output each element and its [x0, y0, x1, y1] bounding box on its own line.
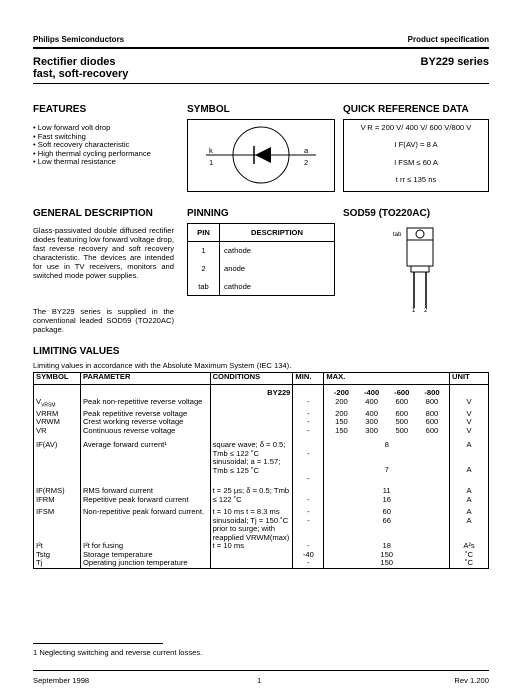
feature-item: • High thermal cycling performance [33, 150, 183, 159]
quick-ref-trr: t rr ≤ 135 ns [395, 175, 437, 184]
symbol-heading: SYMBOL [187, 104, 230, 115]
row-cond: t = 25 µs; δ = 0.5; Tmb ≤ 122 ˚C [210, 487, 293, 504]
table-row: IFSM Non-repetitive peak forward current. t = 10 ms t = 8.3 ms sinusoidal; Tj = 150 ˚C prior to surge; with reapplied VRWM(max) - - 60 66 A A [34, 508, 489, 542]
general-p2: The BY229 series is supplied in the conventional leaded SOD59 (TO220AC) package. [33, 307, 174, 334]
row-unit: V [450, 398, 489, 410]
desc-col-header: DESCRIPTION [220, 224, 335, 242]
table-row: IF(AV) Average forward current¹ square wave; δ = 0.5; Tmb ≤ 122 ˚C sinusoidal; a = 1.57; Tmb ≤ 125 ˚C - - 8 7 A A [34, 441, 489, 483]
pin-col-header: PIN [188, 224, 220, 242]
package-pin2: 2 [424, 308, 428, 314]
table-row: IF(RMS) IFRM RMS forward current Repetitive peak forward current t = 25 µs; δ = 0.5; Tmb ≤ 122 ˚C - 11 16 A A [34, 487, 489, 504]
limiting-subtitle: Limiting values in accordance with the Absolute Maximum System (IEC 134). [33, 361, 292, 370]
feature-item: • Soft recovery characteristic [33, 141, 183, 150]
doc-type: Product specification [407, 35, 489, 44]
col-parameter: PARAMETER [80, 373, 210, 385]
quick-ref-ifsm: I FSM ≤ 60 A [394, 158, 438, 167]
quick-ref-box [343, 119, 489, 192]
pin-desc: cathode [220, 242, 335, 260]
package-tab-label: tab [393, 232, 402, 238]
header-rule [33, 47, 489, 49]
row-param: Peak repetitive reverse voltage [80, 410, 210, 419]
row-unit: V [450, 427, 489, 436]
row-min: - [293, 410, 324, 419]
pin-desc: anode [220, 260, 335, 278]
table-row: $V_{VRSM}$ Peak non-repetitive reverse voltage - 200 400 600 800 V [34, 398, 489, 410]
table-row: Tj Operating junction temperature - 150 ˚C [34, 559, 489, 568]
col-min: MIN. [293, 373, 324, 385]
pinning-table [187, 223, 335, 296]
variant: -800 [424, 388, 440, 397]
table-row: Tstg Storage temperature -40 150 ˚C [34, 551, 489, 560]
title-line2: fast, soft-recovery [33, 68, 129, 80]
symbol-pin2: 2 [304, 158, 309, 167]
feature-item: • Low forward volt drop [33, 124, 183, 133]
row-min: - [293, 427, 324, 436]
general-p1: Glass-passivated double diffused rectifier diodes featuring low forward voltage drop, fast reverse recovery and soft recovery characteristic. The devices are intended for use in TV receivers, monitors and switched mode power supplies. [33, 226, 174, 280]
row-cond: square wave; δ = 0.5; Tmb ≤ 122 ˚C [212, 440, 286, 458]
symbol-pin1: 1 [209, 158, 214, 167]
title-line1: Rectifier diodes [33, 56, 116, 68]
pin-number: 2 [188, 260, 220, 278]
quick-ref-vr: V R = 200 V/ 400 V/ 600 V/800 V [360, 123, 472, 132]
feature-item: • Low thermal resistance [33, 158, 183, 167]
variant: -200 [333, 388, 350, 397]
pin-desc: cathode [220, 278, 335, 296]
row-unit: V [450, 410, 489, 419]
row-param: Crest working reverse voltage [80, 418, 210, 427]
package-pin1: 1 [412, 308, 416, 314]
device-label: BY229 [210, 385, 293, 398]
table-row: VRWM Crest working reverse voltage - 150 300 500 600 V [34, 418, 489, 427]
col-max: MAX. [324, 373, 450, 385]
limiting-table [33, 372, 489, 569]
footer-date: September 1998 [33, 676, 90, 685]
row-symbol: VRWM [34, 418, 81, 427]
footnote-rule [33, 643, 163, 644]
features-list [33, 124, 183, 167]
variant: -400 [364, 388, 380, 397]
row-symbol: $V_{VRSM}$ [34, 398, 81, 410]
limiting-heading: LIMITING VALUES [33, 346, 120, 357]
row-param: Average forward current¹ [80, 441, 210, 483]
title-rule [33, 83, 489, 84]
pin-number: 1 [188, 242, 220, 260]
row-param: Non-repetitive peak forward current. [80, 508, 210, 542]
col-unit: UNIT [450, 373, 489, 385]
row-unit: V [450, 418, 489, 427]
row-symbol: IF(AV) [34, 441, 81, 483]
symbol-k: k [209, 146, 213, 155]
diode-symbol-icon [188, 120, 334, 191]
table-row: I²t I²t for fusing t = 10 ms - 18 A²s [34, 542, 489, 551]
pin-number: tab [188, 278, 220, 296]
feature-item: • Fast switching [33, 133, 183, 142]
row-cond: sinusoidal; a = 1.57; Tmb ≤ 125 ˚C [212, 457, 281, 475]
series-name: BY229 series [420, 56, 489, 68]
symbol-a: a [304, 146, 309, 155]
row-symbol: VR [34, 427, 81, 436]
row-param: Continuous reverse voltage [80, 427, 210, 436]
symbol-box [187, 119, 335, 192]
row-param: Peak non-repetitive reverse voltage [80, 398, 210, 410]
general-heading: GENERAL DESCRIPTION [33, 208, 153, 219]
row-min: - [293, 398, 324, 410]
row-cond: t = 10 ms t = 8.3 ms sinusoidal; Tj = 150 ˚C prior to surge; with reapplied VRWM(max) [210, 508, 293, 542]
footnote: 1 Neglecting switching and reverse current losses. [33, 648, 203, 657]
col-conditions: CONDITIONS [210, 373, 293, 385]
row-min: - [293, 418, 324, 427]
variant: -600 [394, 388, 410, 397]
company-name: Philips Semiconductors [33, 35, 125, 44]
table-row: VR Continuous reverse voltage - 150 300 500 600 V [34, 427, 489, 436]
package-heading: SOD59 (TO220AC) [343, 208, 431, 219]
quick-ref-heading: QUICK REFERENCE DATA [343, 104, 469, 115]
package-drawing [387, 222, 457, 320]
footer-rule [33, 670, 489, 671]
quick-ref-ifav: I F(AV) = 8 A [394, 140, 438, 149]
row-symbol: IFSM [34, 508, 81, 542]
footer-rev: Rev 1.200 [454, 676, 489, 685]
col-symbol: SYMBOL [34, 373, 81, 385]
table-row: VRRM Peak repetitive reverse voltage - 200 400 600 800 V [34, 410, 489, 419]
pinning-heading: PINNING [187, 208, 229, 219]
row-symbol: VRRM [34, 410, 81, 419]
features-heading: FEATURES [33, 104, 87, 115]
footer-page: 1 [257, 676, 262, 685]
